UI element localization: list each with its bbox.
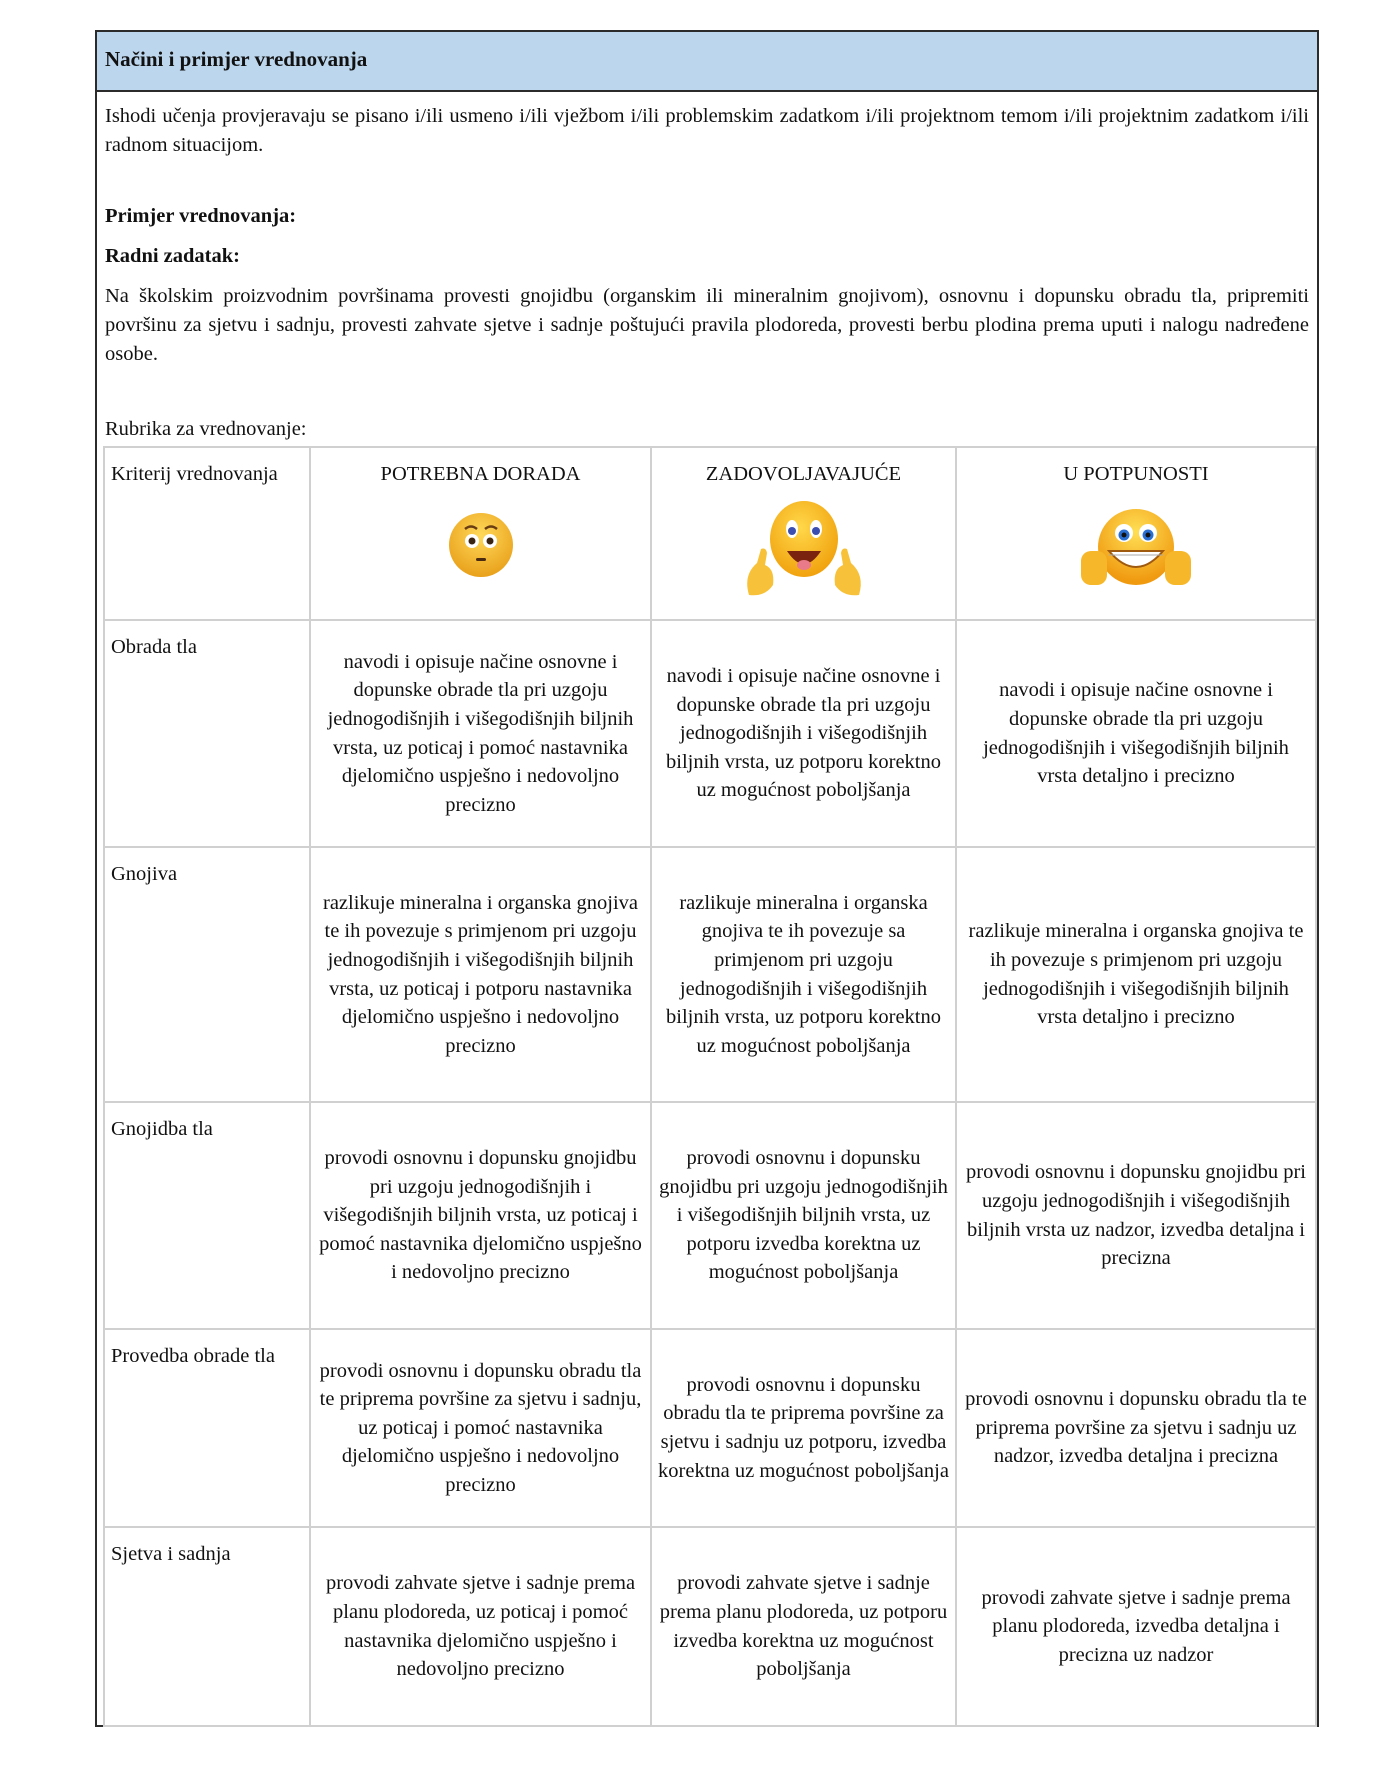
rubric-row <box>104 1527 1316 1726</box>
descriptor-fully: provodi zahvate sjetve i sadnje prema planu plodoreda, izvedba detaljna i precizna uz nadzor <box>956 1527 1316 1726</box>
descriptor-fully: provodi osnovnu i dopunsku gnojidbu pri uzgoju jednogodišnjih i višegodišnjih biljnih vrsta uz nadzor, izvedba detaljna i precizna <box>956 1102 1316 1329</box>
rubric-row <box>104 847 1316 1102</box>
criterion-header: Kriterij vrednovanja <box>104 447 310 620</box>
descriptor-needs-work: provodi osnovnu i dopunsku obradu tla te priprema površine za sjetvu i sadnju, uz poticaj i pomoć nastavnika djelomično uspješno i nedovoljno precizno <box>310 1329 651 1527</box>
level-header-satisfactory <box>651 447 956 620</box>
thumbs-up-smiley-icon <box>729 495 879 605</box>
level-header-needs-work <box>310 447 651 620</box>
rubric-label: Rubrika za vrednovanje: <box>105 418 307 440</box>
section-header <box>97 32 1317 92</box>
flushed-face-emoji-icon <box>441 503 521 583</box>
descriptor-needs-work: provodi zahvate sjetve i sadnje prema planu plodoreda, uz poticaj i pomoć nastavnika djelomično uspješno i nedovoljno precizno <box>310 1527 651 1726</box>
grinning-thumbs-up-smiley-icon <box>1071 499 1201 599</box>
criterion-cell: Gnojiva <box>104 847 310 1102</box>
rubric-row <box>104 1329 1316 1527</box>
descriptor-needs-work: razlikuje mineralna i organska gnojiva te ih povezuje s primjenom pri uzgoju jednogodišnjih i višegodišnjih biljnih vrsta, uz poticaj i potporu nastavnika djelomično uspješno i nedovoljno precizno <box>310 847 651 1102</box>
example-heading: Primjer vrednovanja: <box>105 205 297 227</box>
descriptor-satisfactory: provodi osnovnu i dopunsku obradu tla te priprema površine za sjetvu i sadnju uz potporu, izvedba korektna uz mogućnost poboljšanja <box>651 1329 956 1527</box>
intro-paragraph: Ishodi učenja provjeravaju se pisano i/ili usmeno i/ili vježbom i/ili problemskim zadatkom i/ili projektnom temom i/ili projektnim zadatkom i/ili radnom situacijom. <box>105 105 1309 156</box>
rubric-header-row <box>104 447 1316 620</box>
section-title: Načini i primjer vrednovanja <box>105 47 368 71</box>
descriptor-needs-work: navodi i opisuje načine osnovne i dopunske obrade tla pri uzgoju jednogodišnjih i višegodišnjih biljnih vrsta, uz poticaj i pomoć nastavnika djelomično uspješno i nedovoljno precizno <box>310 620 651 847</box>
descriptor-satisfactory: provodi osnovnu i dopunsku gnojidbu pri uzgoju jednogodišnjih i višegodišnjih biljnih vrsta, uz potporu izvedba korektna uz mogućnost poboljšanja <box>651 1102 956 1329</box>
descriptor-fully: provodi osnovnu i dopunsku obradu tla te priprema površine za sjetvu i sadnju uz nadzor, izvedba detaljna i precizna <box>956 1329 1316 1527</box>
criterion-cell: Provedba obrade tla <box>104 1329 310 1527</box>
descriptor-satisfactory: razlikuje mineralna i organska gnojiva te ih povezuje sa primjenom pri uzgoju jednogodišnjih i višegodišnjih biljnih vrsta, uz potporu korektno uz mogućnost poboljšanja <box>651 847 956 1102</box>
level-header-fully <box>956 447 1316 620</box>
level-label: U POTPUNOSTI <box>1063 463 1209 485</box>
rubric-row <box>104 1102 1316 1329</box>
task-paragraph: Na školskim proizvodnim površinama provesti gnojidbu (organskim ili mineralnim gnojivom), osnovnu i dopunsku obradu tla, pripremiti površinu za sjetvu i sadnju, provesti zahvate sjetve i sadnje poštujući pravila plodoreda, provesti berbu plodina prema uputi i nalogu nadređene osobe. <box>105 285 1309 365</box>
rubric-row <box>104 620 1316 847</box>
evaluation-section <box>95 30 1319 1727</box>
level-label: POTREBNA DORADA <box>380 463 581 485</box>
descriptor-fully: razlikuje mineralna i organska gnojiva te ih povezuje s primjenom pri uzgoju jednogodišnjih i višegodišnjih biljnih vrsta detaljno i precizno <box>956 847 1316 1102</box>
criterion-cell: Obrada tla <box>104 620 310 847</box>
criterion-cell: Sjetva i sadnja <box>104 1527 310 1726</box>
level-label: ZADOVOLJAVAJUĆE <box>705 463 902 485</box>
descriptor-satisfactory: navodi i opisuje načine osnovne i dopunske obrade tla pri uzgoju jednogodišnjih i višegodišnjih biljnih vrsta, uz potporu korektno uz mogućnost poboljšanja <box>651 620 956 847</box>
descriptor-satisfactory: provodi zahvate sjetve i sadnje prema planu plodoreda, uz potporu izvedba korektna uz mogućnost poboljšanja <box>651 1527 956 1726</box>
descriptor-fully: navodi i opisuje načine osnovne i dopunske obrade tla pri uzgoju jednogodišnjih i višegodišnjih biljnih vrsta detaljno i precizno <box>956 620 1316 847</box>
descriptor-needs-work: provodi osnovnu i dopunsku gnojidbu pri uzgoju jednogodišnjih i višegodišnjih biljnih vrsta, uz poticaj i pomoć nastavnika djelomično uspješno i nedovoljno precizno <box>310 1102 651 1329</box>
criterion-cell: Gnojidba tla <box>104 1102 310 1329</box>
rubric-table <box>103 446 1317 1727</box>
task-heading: Radni zadatak: <box>105 245 240 267</box>
